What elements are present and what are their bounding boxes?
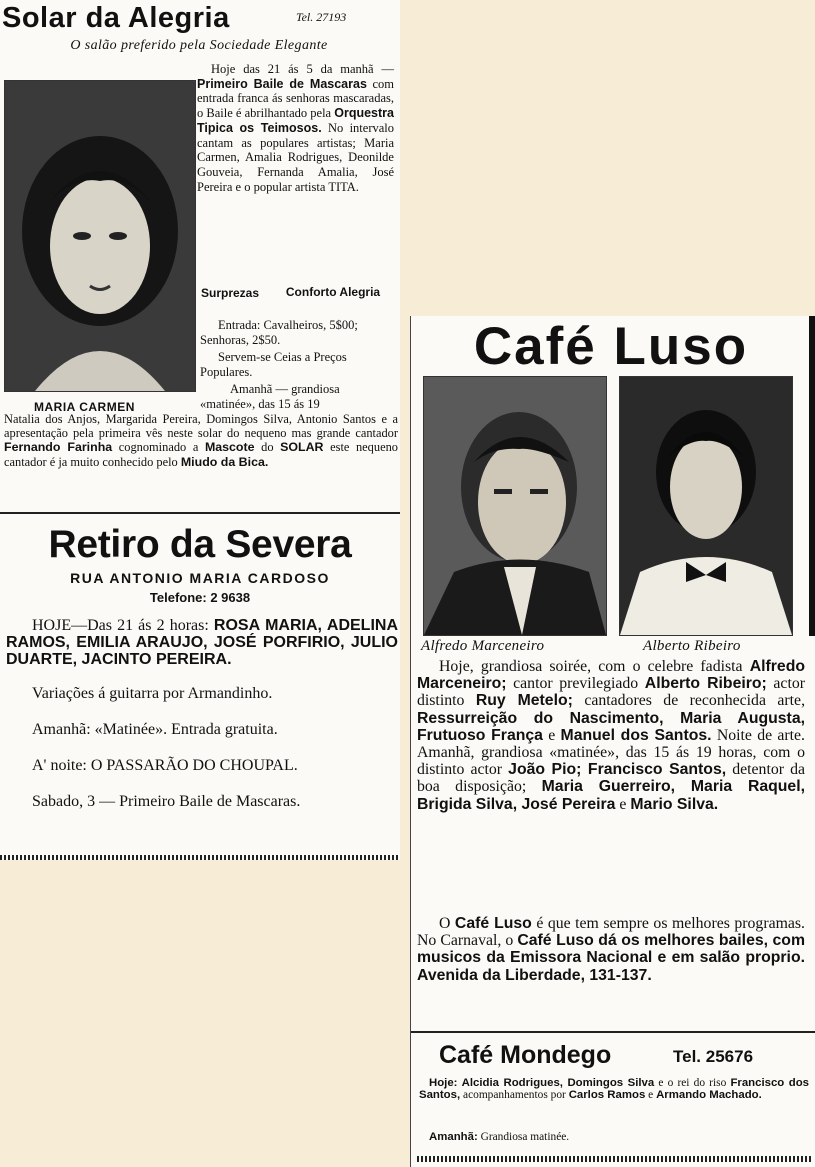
mondego-bottom-rule (417, 1156, 812, 1162)
retiro-title: Retiro da Severa (48, 523, 352, 566)
luso-right-bar (809, 316, 815, 636)
mondego-tomorrow: Amanhã: Grandiosa matinée. (429, 1131, 570, 1143)
solar-entrance: Entrada: Cavalheiros, 5$00; Senhoras, 2$50. (200, 318, 358, 347)
cafe-luso-ad (410, 316, 815, 1035)
mondego-title: Café Mondego (439, 1041, 612, 1069)
solar-tagline: O salão preferido pela Sociedade Elegante (70, 38, 328, 53)
retiro-phone: Telefone: 2 9638 (149, 590, 251, 605)
retiro-today: HOJE—Das 21 ás 2 horas: ROSA MARIA, ADELINA RAMOS, EMILIA ARAUJO, JOSÉ PORFIRIO, JULIO DUARTE, JACINTO PEREIRA. (6, 617, 398, 668)
luso-paragraph-main: Hoje, grandiosa soirée, com o celebre fadista Alfredo Marceneiro; cantor previlegiado Alberto Ribeiro; actor distinto Ruy Metelo; cantadores de reconhecida arte, Ressurreição do Nascimento, Maria Augusta, Frutuoso França e Manuel dos Santos. Noite de arte. Amanhã, grandiosa «matinée», das 15 ás 19 horas, com o distinto actor João Pio; Francisco Santos, detentor da boa disposição; Maria Guerreiro, Maria Raquel, Brigida Silva, José Pereira e Mario Silva. (417, 658, 806, 813)
solar-tomorrow-cont: Natalia dos Anjos, Margarida Pereira, Domingos Silva, Antonio Santos e a apresentação pela primeira vês neste solar do nequeno mas grande cantador Fernando Farinha cognominado a Mascote do SOLAR este nequeno cantador é ja muito conhecido pelo Miudo da Bica. (4, 412, 398, 469)
cafe-mondego-ad (410, 1035, 815, 1167)
retiro-guitar: Variações á guitarra por Armandinho. (32, 685, 273, 702)
solar-surprises: Surprezas (201, 286, 260, 300)
retiro-da-severa-ad (0, 515, 400, 860)
solar-divider (0, 512, 400, 514)
alberto-caption: Alberto Ribeiro (643, 638, 741, 654)
maria-carmen-photo (4, 80, 196, 392)
luso-title: Café Luso (473, 317, 749, 376)
solar-suppers: Servem-se Ceias a Preços Populares. (200, 350, 347, 379)
maria-carmen-caption: MARIA CARMEN (34, 400, 135, 414)
solar-da-alegria-ad (0, 0, 400, 515)
alberto-ribeiro-photo (619, 376, 793, 636)
solar-paragraph-main: Hoje das 21 ás 5 da manhã — Primeiro Baile de Mascaras com entrada franca ás senhoras mascaradas, o Baile é abrilhantado pela Orquestra Tipica os Teimosos. No intervalo cantam as populares artistas; Maria Carmen, Amalia Rodrigues, Deonilde Gouveia, Fernanda Amalia, José Pereira e o popular artista TITA. (197, 62, 395, 194)
retiro-address: RUA ANTONIO MARIA CARDOSO (70, 570, 330, 586)
luso-paragraph-carnival: O Café Luso é que tem sempre os melhores programas. No Carnaval, o Café Luso dá os melhores bailes, com musicos da Emissora Nacional e em salão proprio. Avenida da Liberdade, 131-137. (417, 915, 806, 984)
luso-bottom-rule (411, 1031, 815, 1033)
mondego-tel: Tel. 25676 (673, 1047, 754, 1066)
retiro-night: A' noite: O PASSARÃO DO CHOUPAL. (32, 757, 298, 774)
solar-tel: Tel. 27193 (296, 10, 347, 24)
retiro-bottom-rule (0, 855, 400, 860)
mondego-today: Hoje: Alcidia Rodrigues, Domingos Silva e o rei do riso Francisco dos Santos, acompanhamentos por Carlos Ramos e Armando Machado. (419, 1077, 809, 1102)
alfredo-marceneiro-photo (423, 376, 607, 636)
retiro-matinee: Amanhã: «Matinée». Entrada gratuita. (32, 721, 278, 738)
solar-title: Solar da Alegria (2, 2, 230, 34)
solar-comfort: Conforto Alegria (285, 285, 381, 299)
retiro-saturday: Sabado, 3 — Primeiro Baile de Mascaras. (32, 793, 301, 810)
solar-tomorrow: Amanhã — grandiosa «matinée», das 15 ás 19 (200, 382, 340, 411)
alfredo-caption: Alfredo Marceneiro (421, 638, 545, 654)
